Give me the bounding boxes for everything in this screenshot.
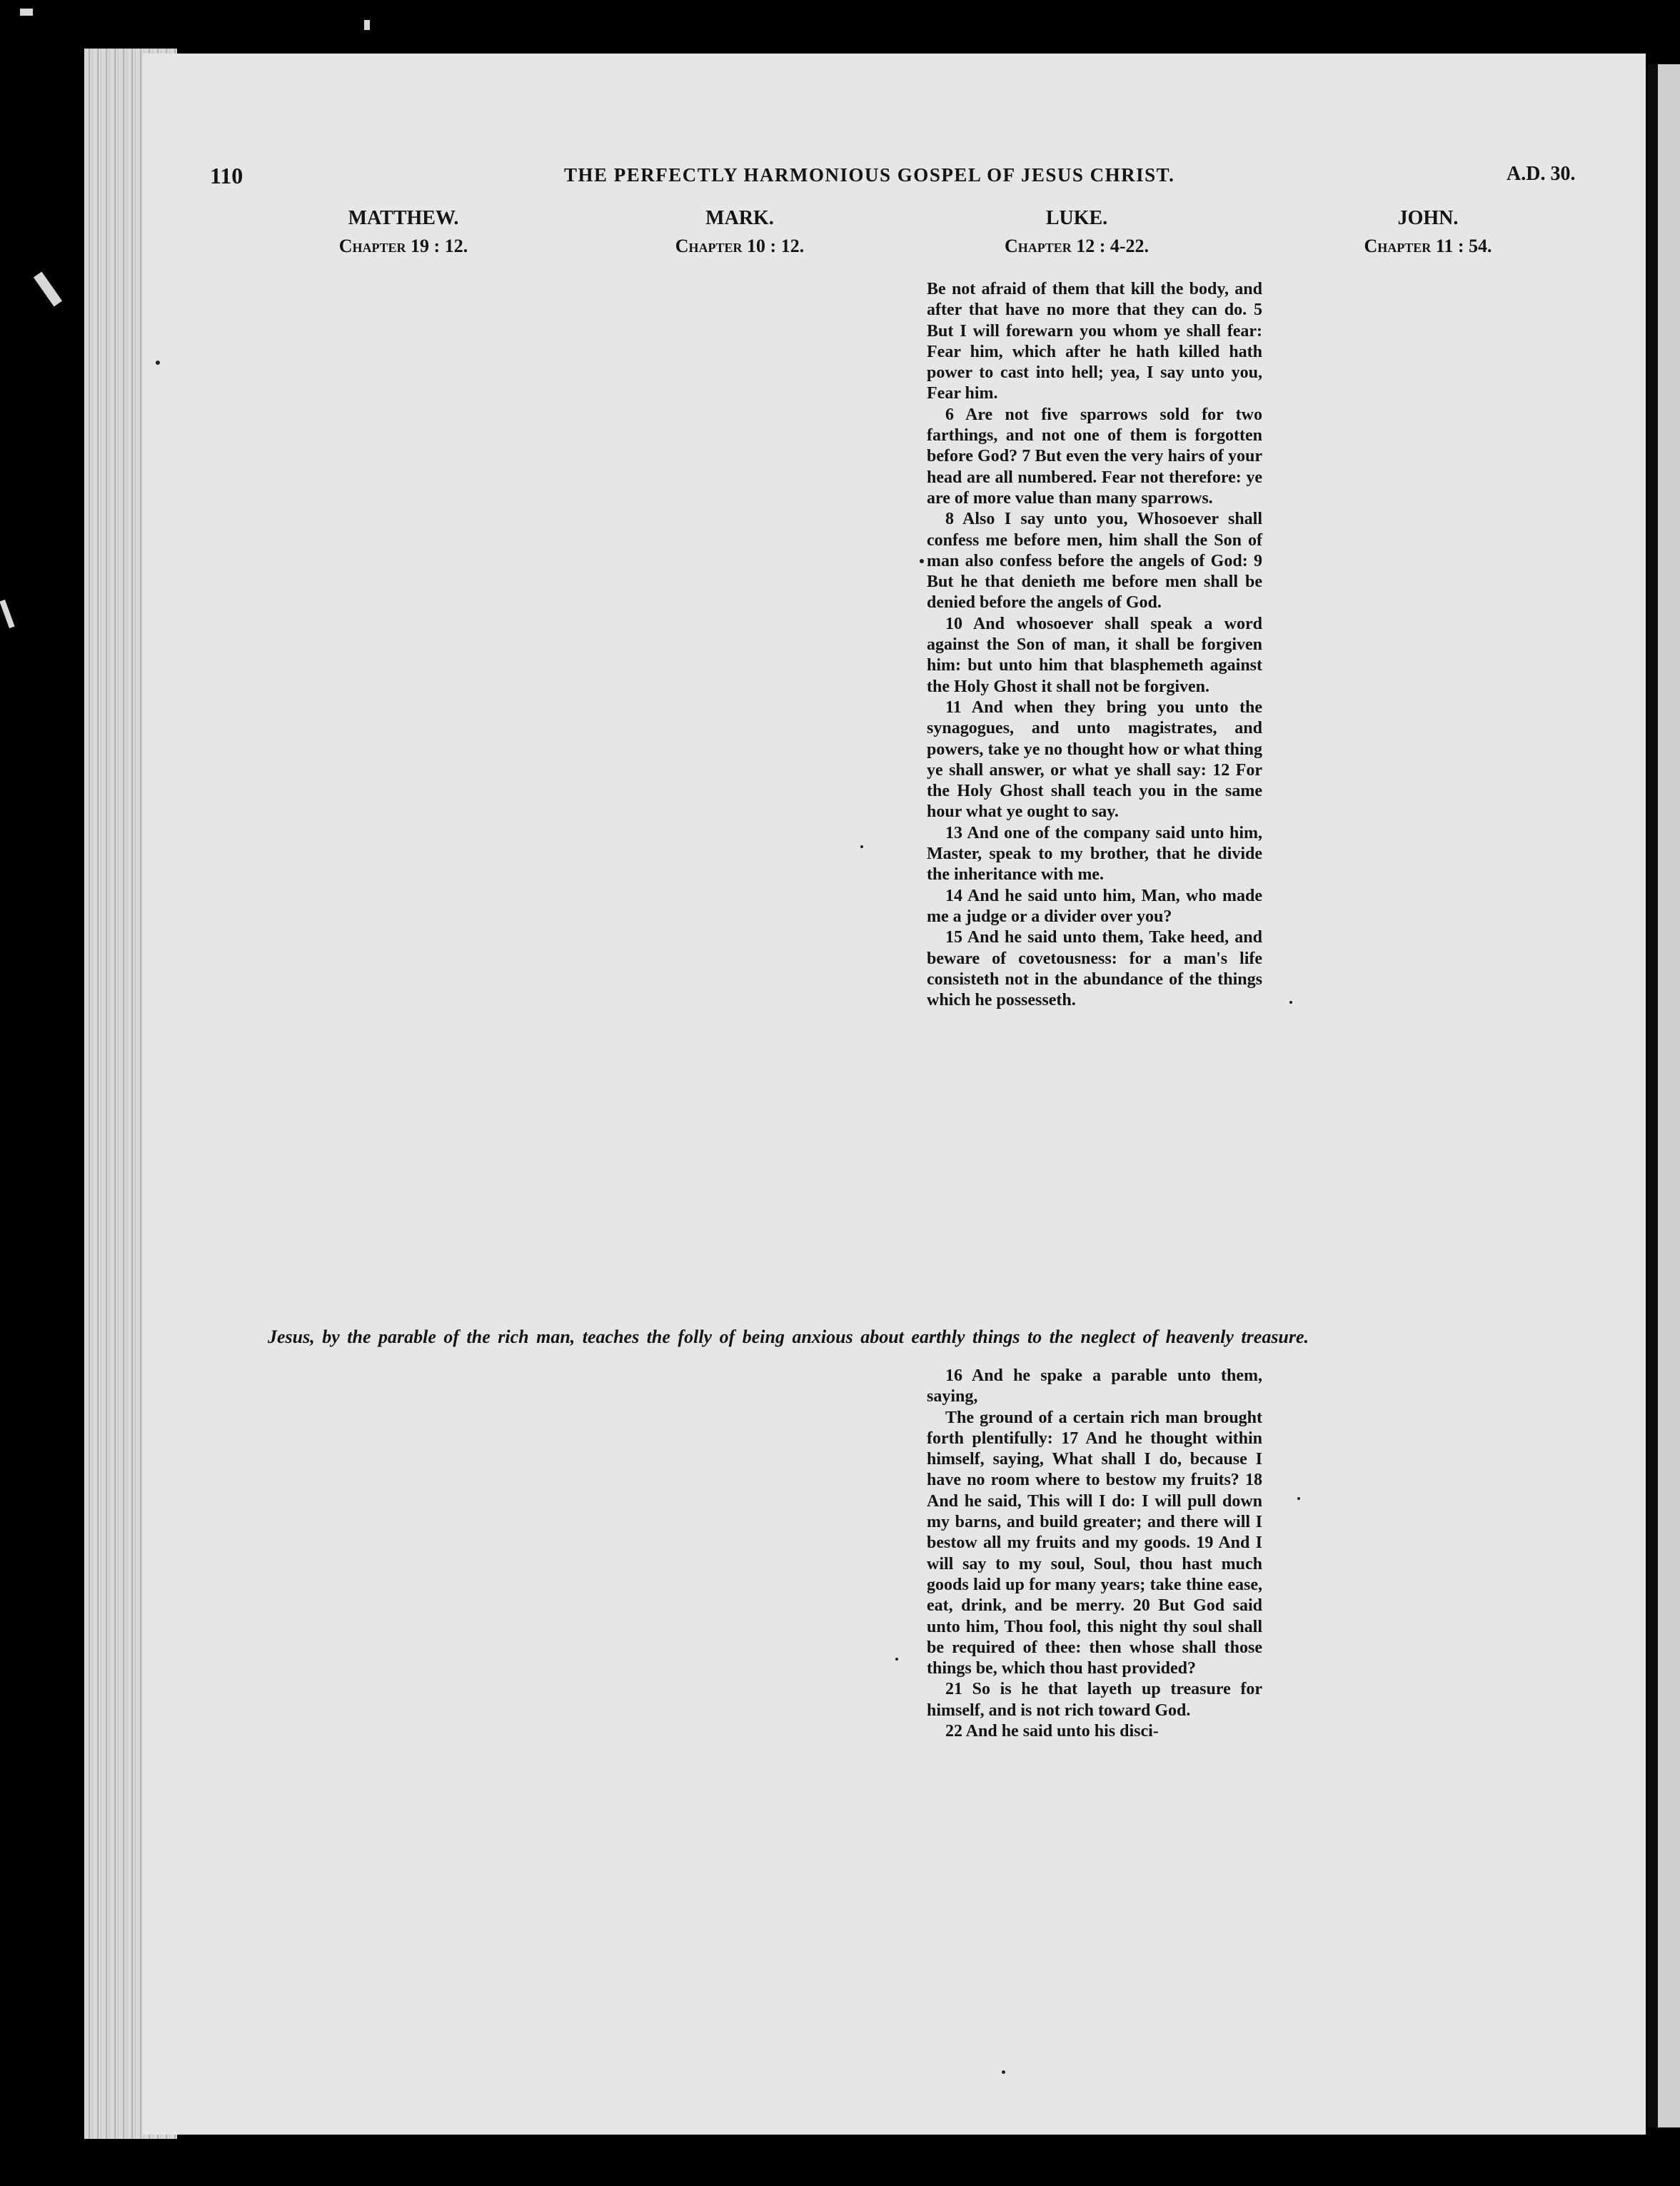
year-label: A.D. 30. xyxy=(1507,163,1576,185)
verse-paragraph: 13 And one of the company said unto him, Master, speak to my brother, that he divide the inheritance with me. xyxy=(927,823,1262,885)
ink-speck xyxy=(1002,2070,1005,2074)
chapter-reference: Chapter 19 : 12. xyxy=(338,236,468,256)
verse-paragraph: 22 And he said unto his disci- xyxy=(945,1722,1159,1741)
chapter-reference: Chapter 10 : 12. xyxy=(675,236,805,256)
verse-paragraph: 14 And he said unto him, Man, who made me a judge or a divider over you? xyxy=(927,886,1262,926)
ink-speck xyxy=(1297,1497,1300,1500)
verse-paragraph: 8 Also I say unto you, Whosoever shall confess me before men, him shall the Son of man also confess before the angels of God: 9 But he that denieth me before men shall be denied before the angels of God. xyxy=(927,510,1262,613)
verse-paragraph: 6 Are not five sparrows sold for two farthings, and not one of them is forgotten before God? 7 But even the very hairs of your head are all numbered. Fear not therefore: ye are of more value than many sparrows. xyxy=(927,405,1262,508)
ink-speck xyxy=(895,1658,898,1661)
gospel-name: MARK. xyxy=(705,207,774,229)
book-page xyxy=(143,54,1646,2135)
column-header-matthew xyxy=(282,207,525,257)
verse-paragraph: 10 And whosoever shall speak a word against the Son of man, it shall be forgiven him: but unto him that blasphemeth against the Holy Ghost it shall not be forgiven. xyxy=(927,614,1262,696)
gospel-name: JOHN. xyxy=(1397,207,1459,229)
scan-artifact xyxy=(0,600,15,628)
verse-paragraph: 11 And when they bring you unto the synagogues, and unto magistrates, and powers, take ye no thought how or what thing ye shall answer, or what ye shall say: 12 For the Holy Ghost shall teach you in the same hour what ye ought to say. xyxy=(927,697,1262,822)
scan-artifact xyxy=(20,9,33,16)
scan-artifact xyxy=(364,20,370,30)
verse-paragraph: Be not afraid of them that kill the body, and after that have no more that they can do. 5 But I will forewarn you whom ye shall fear: Fear him, which after he hath killed hath power to cast into hell; yea, I say unto you, Fear him. xyxy=(927,280,1262,403)
book-binding-shadow xyxy=(1648,64,1658,2127)
verse-paragraph: 16 And he spake a parable unto them, saying, xyxy=(927,1366,1262,1406)
scan-artifact xyxy=(34,272,62,307)
verse-paragraph: 15 And he said unto them, Take heed, and beware of covetousness: for a man's life consisteth not in the abundance of the things which he possesseth. xyxy=(927,928,1262,1010)
column-header-luke xyxy=(955,207,1198,257)
running-title: THE PERFECTLY HARMONIOUS GOSPEL OF JESUS CHRIST. xyxy=(564,164,1175,186)
ink-speck xyxy=(920,559,924,563)
ink-speck xyxy=(1289,1001,1292,1004)
page-number: 110 xyxy=(210,163,243,188)
column-header-john xyxy=(1307,207,1549,257)
gospel-name: LUKE. xyxy=(1045,207,1108,229)
facing-page-edge xyxy=(1658,64,1680,2127)
luke-text-block-1 xyxy=(927,279,1262,1011)
ink-speck xyxy=(156,361,160,365)
verse-paragraph: 21 So is he that layeth up treasure for himself, and is not rich toward God. xyxy=(927,1680,1262,1720)
verse-paragraph: The ground of a certain rich man brought forth plentifully: 17 And he thought within himself, saying, What shall I do, because I have no room where to bestow my fruits? 18 And he said, This will I do: I will pull down my barns, and build greater; and there will I bestow all my fruits and my goods. 19 And I will say to my soul, Soul, thou hast much goods laid up for many years; take thine ease, eat, drink, and be merry. 20 But God said unto him, Thou fool, this night thy soul shall be required of thee: then whose shall those things be, which thou hast provided? xyxy=(927,1408,1262,1678)
gospel-name: MATTHEW. xyxy=(348,207,459,229)
column-header-mark xyxy=(618,207,861,257)
ink-speck xyxy=(860,845,863,848)
chapter-reference: Chapter 11 : 54. xyxy=(1364,236,1492,256)
luke-text-block-2 xyxy=(927,1366,1262,1742)
chapter-reference: Chapter 12 : 4-22. xyxy=(1004,236,1150,256)
section-heading: Jesus, by the parable of the rich man, teaches the folly of being anxious about earthly things to the neglect of heavenly treasure. xyxy=(268,1326,1309,1347)
